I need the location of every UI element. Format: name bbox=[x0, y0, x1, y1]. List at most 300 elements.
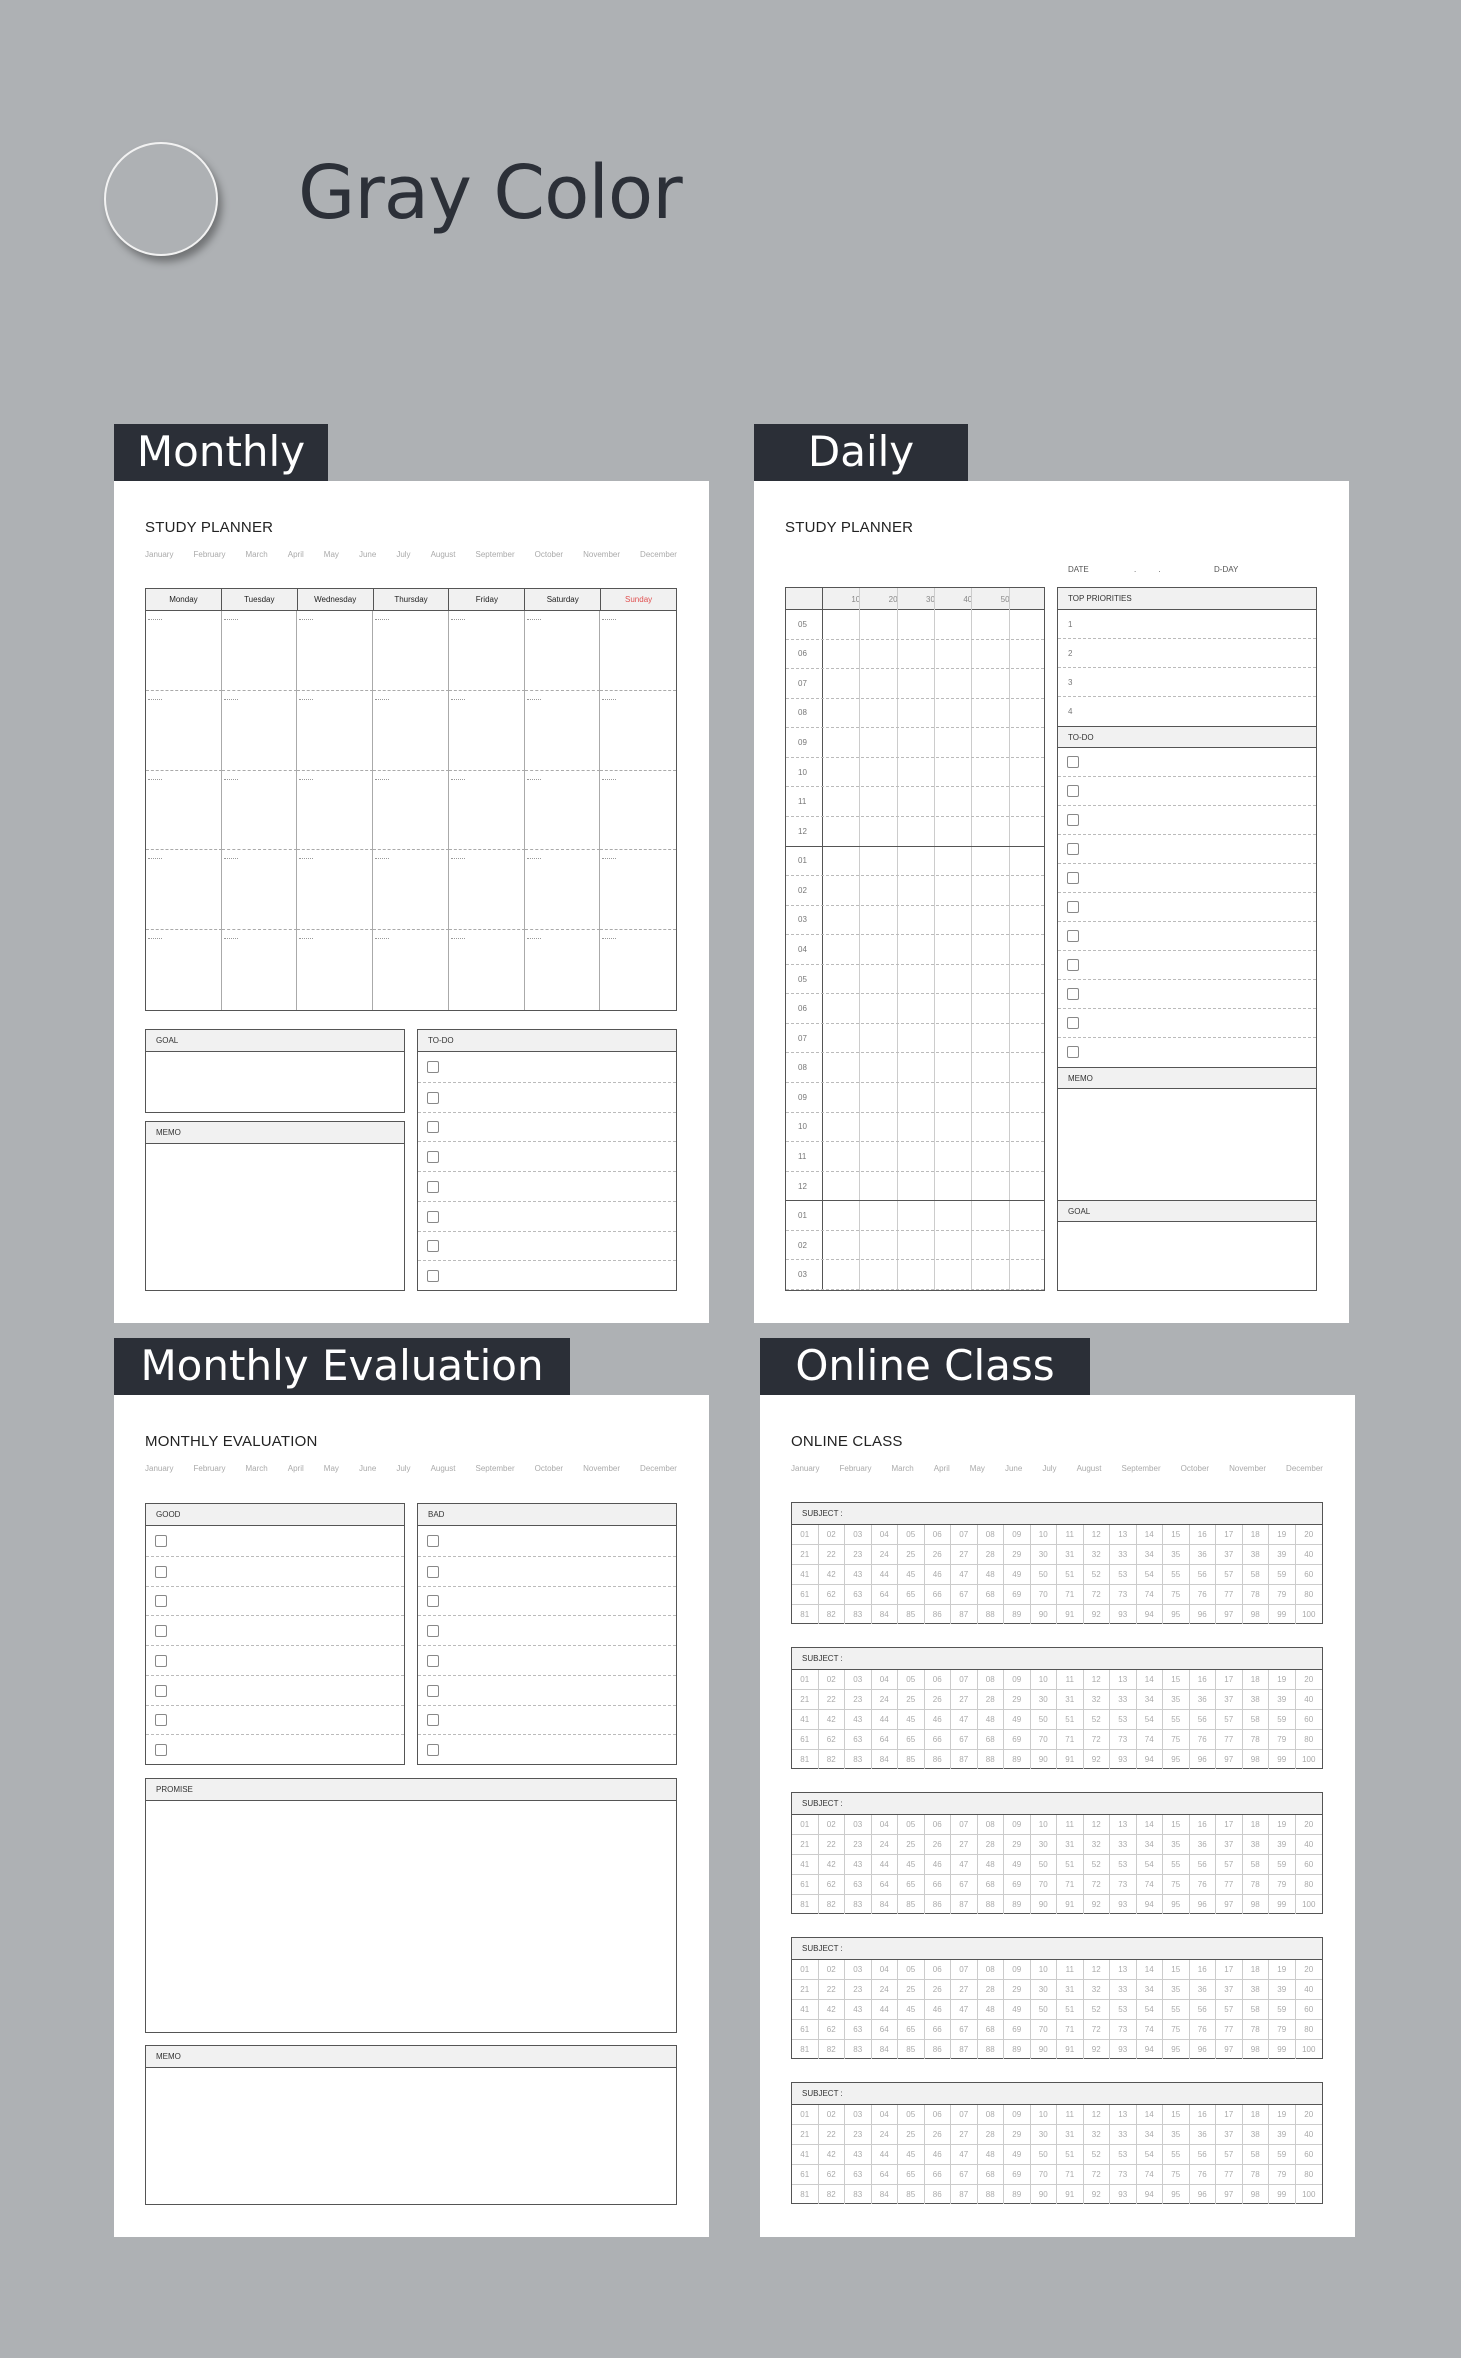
class-number-cell[interactable]: 96 bbox=[1190, 1605, 1217, 1624]
class-number-cell[interactable]: 25 bbox=[898, 1690, 925, 1710]
class-number-cell[interactable]: 47 bbox=[951, 2000, 978, 2020]
class-number-cell[interactable]: 28 bbox=[978, 1835, 1005, 1855]
class-number-cell[interactable]: 68 bbox=[978, 2020, 1005, 2040]
class-number-cell[interactable]: 18 bbox=[1243, 1960, 1270, 1980]
class-number-cell[interactable]: 14 bbox=[1137, 1815, 1164, 1835]
class-number-cell[interactable]: 58 bbox=[1243, 1855, 1270, 1875]
class-number-cell[interactable]: 02 bbox=[819, 1525, 846, 1545]
class-number-cell[interactable]: 52 bbox=[1084, 2145, 1111, 2165]
bad-checkbox[interactable] bbox=[427, 1655, 439, 1667]
class-number-cell[interactable]: 90 bbox=[1031, 1750, 1058, 1769]
class-number-cell[interactable]: 50 bbox=[1031, 1710, 1058, 1730]
class-number-cell[interactable]: 53 bbox=[1110, 2145, 1137, 2165]
class-number-cell[interactable]: 13 bbox=[1110, 1815, 1137, 1835]
class-number-cell[interactable]: 78 bbox=[1243, 2020, 1270, 2040]
class-number-cell[interactable]: 65 bbox=[898, 2020, 925, 2040]
class-number-cell[interactable]: 94 bbox=[1137, 1895, 1164, 1914]
class-number-cell[interactable]: 98 bbox=[1243, 2040, 1270, 2059]
class-number-cell[interactable]: 23 bbox=[845, 1980, 872, 2000]
class-number-cell[interactable]: 06 bbox=[925, 1815, 952, 1835]
class-number-cell[interactable]: 48 bbox=[978, 2145, 1005, 2165]
class-number-cell[interactable]: 38 bbox=[1243, 1545, 1270, 1565]
class-number-cell[interactable]: 05 bbox=[898, 1815, 925, 1835]
class-number-cell[interactable]: 77 bbox=[1216, 1730, 1243, 1750]
class-number-cell[interactable]: 48 bbox=[978, 2000, 1005, 2020]
class-number-cell[interactable]: 90 bbox=[1031, 1605, 1058, 1624]
class-number-cell[interactable]: 32 bbox=[1084, 1545, 1111, 1565]
class-number-cell[interactable]: 71 bbox=[1057, 2165, 1084, 2185]
class-number-cell[interactable]: 88 bbox=[978, 1895, 1005, 1914]
class-number-cell[interactable]: 14 bbox=[1137, 2105, 1164, 2125]
class-number-cell[interactable]: 72 bbox=[1084, 2165, 1111, 2185]
class-number-cell[interactable]: 75 bbox=[1163, 1875, 1190, 1895]
class-number-cell[interactable]: 45 bbox=[898, 1855, 925, 1875]
class-number-cell[interactable]: 67 bbox=[951, 1730, 978, 1750]
class-number-cell[interactable]: 75 bbox=[1163, 1585, 1190, 1605]
bad-checkbox[interactable] bbox=[427, 1535, 439, 1547]
class-number-cell[interactable]: 15 bbox=[1163, 1525, 1190, 1545]
class-number-cell[interactable]: 18 bbox=[1243, 1525, 1270, 1545]
bad-checkbox[interactable] bbox=[427, 1744, 439, 1756]
class-number-cell[interactable]: 21 bbox=[792, 2125, 819, 2145]
class-number-cell[interactable]: 56 bbox=[1190, 1565, 1217, 1585]
class-number-cell[interactable]: 97 bbox=[1216, 1750, 1243, 1769]
class-number-cell[interactable]: 61 bbox=[792, 1730, 819, 1750]
class-number-cell[interactable]: 64 bbox=[872, 2020, 899, 2040]
class-number-cell[interactable]: 43 bbox=[845, 1855, 872, 1875]
class-number-cell[interactable]: 63 bbox=[845, 1585, 872, 1605]
class-number-cell[interactable]: 07 bbox=[951, 1815, 978, 1835]
class-number-cell[interactable]: 54 bbox=[1137, 1710, 1164, 1730]
class-number-cell[interactable]: 05 bbox=[898, 1960, 925, 1980]
class-number-cell[interactable]: 02 bbox=[819, 2105, 846, 2125]
class-number-cell[interactable]: 85 bbox=[898, 2040, 925, 2059]
class-number-cell[interactable]: 10 bbox=[1031, 1525, 1058, 1545]
class-number-cell[interactable]: 11 bbox=[1057, 1960, 1084, 1980]
class-number-cell[interactable]: 32 bbox=[1084, 1835, 1111, 1855]
class-number-cell[interactable]: 51 bbox=[1057, 1565, 1084, 1585]
class-number-cell[interactable]: 42 bbox=[819, 2000, 846, 2020]
class-number-cell[interactable]: 09 bbox=[1004, 1670, 1031, 1690]
class-number-cell[interactable]: 97 bbox=[1216, 2040, 1243, 2059]
class-number-cell[interactable]: 68 bbox=[978, 1585, 1005, 1605]
class-number-cell[interactable]: 69 bbox=[1004, 1875, 1031, 1895]
class-number-cell[interactable]: 55 bbox=[1163, 1565, 1190, 1585]
class-number-cell[interactable]: 68 bbox=[978, 1730, 1005, 1750]
class-number-cell[interactable]: 16 bbox=[1190, 2105, 1217, 2125]
class-number-cell[interactable]: 31 bbox=[1057, 1835, 1084, 1855]
class-number-cell[interactable]: 06 bbox=[925, 1960, 952, 1980]
class-number-cell[interactable]: 34 bbox=[1137, 1980, 1164, 2000]
class-number-cell[interactable]: 62 bbox=[819, 1585, 846, 1605]
class-number-cell[interactable]: 77 bbox=[1216, 2020, 1243, 2040]
class-number-cell[interactable]: 61 bbox=[792, 2165, 819, 2185]
class-number-cell[interactable]: 93 bbox=[1110, 1750, 1137, 1769]
class-number-cell[interactable]: 11 bbox=[1057, 1525, 1084, 1545]
class-number-cell[interactable]: 18 bbox=[1243, 2105, 1270, 2125]
class-number-cell[interactable]: 13 bbox=[1110, 1525, 1137, 1545]
class-number-cell[interactable]: 09 bbox=[1004, 1525, 1031, 1545]
class-number-cell[interactable]: 53 bbox=[1110, 2000, 1137, 2020]
class-number-cell[interactable]: 77 bbox=[1216, 1875, 1243, 1895]
class-number-cell[interactable]: 64 bbox=[872, 1585, 899, 1605]
class-number-cell[interactable]: 22 bbox=[819, 1545, 846, 1565]
class-number-cell[interactable]: 86 bbox=[925, 2040, 952, 2059]
class-number-cell[interactable]: 63 bbox=[845, 1730, 872, 1750]
class-number-cell[interactable]: 35 bbox=[1163, 1835, 1190, 1855]
class-number-cell[interactable]: 79 bbox=[1269, 2165, 1296, 2185]
class-number-cell[interactable]: 75 bbox=[1163, 2165, 1190, 2185]
class-number-cell[interactable]: 39 bbox=[1269, 1545, 1296, 1565]
class-number-cell[interactable]: 41 bbox=[792, 2145, 819, 2165]
bad-checkbox[interactable] bbox=[427, 1595, 439, 1607]
class-number-cell[interactable]: 66 bbox=[925, 1585, 952, 1605]
class-number-cell[interactable]: 32 bbox=[1084, 1690, 1111, 1710]
class-number-cell[interactable]: 43 bbox=[845, 2000, 872, 2020]
class-number-cell[interactable]: 69 bbox=[1004, 1730, 1031, 1750]
class-number-cell[interactable]: 04 bbox=[872, 1670, 899, 1690]
class-number-cell[interactable]: 36 bbox=[1190, 1980, 1217, 2000]
class-number-cell[interactable]: 37 bbox=[1216, 2125, 1243, 2145]
class-number-cell[interactable]: 86 bbox=[925, 1605, 952, 1624]
class-number-cell[interactable]: 12 bbox=[1084, 1815, 1111, 1835]
class-number-cell[interactable]: 42 bbox=[819, 1855, 846, 1875]
class-number-cell[interactable]: 83 bbox=[845, 1895, 872, 1914]
class-number-cell[interactable]: 64 bbox=[872, 2165, 899, 2185]
class-number-cell[interactable]: 17 bbox=[1216, 1960, 1243, 1980]
good-checkbox[interactable] bbox=[155, 1655, 167, 1667]
class-number-cell[interactable]: 52 bbox=[1084, 1565, 1111, 1585]
class-number-cell[interactable]: 23 bbox=[845, 1835, 872, 1855]
class-number-cell[interactable]: 36 bbox=[1190, 2125, 1217, 2145]
class-number-cell[interactable]: 38 bbox=[1243, 1835, 1270, 1855]
class-number-cell[interactable]: 34 bbox=[1137, 1545, 1164, 1565]
class-number-cell[interactable]: 73 bbox=[1110, 1875, 1137, 1895]
class-number-cell[interactable]: 26 bbox=[925, 2125, 952, 2145]
class-number-cell[interactable]: 94 bbox=[1137, 1605, 1164, 1624]
class-number-cell[interactable]: 72 bbox=[1084, 1875, 1111, 1895]
class-number-cell[interactable]: 59 bbox=[1269, 2145, 1296, 2165]
class-number-cell[interactable]: 06 bbox=[925, 1670, 952, 1690]
class-number-cell[interactable]: 35 bbox=[1163, 1980, 1190, 2000]
class-number-cell[interactable]: 50 bbox=[1031, 2145, 1058, 2165]
class-number-cell[interactable]: 67 bbox=[951, 1875, 978, 1895]
class-number-cell[interactable]: 80 bbox=[1296, 1730, 1323, 1750]
class-number-cell[interactable]: 79 bbox=[1269, 1730, 1296, 1750]
class-number-cell[interactable]: 55 bbox=[1163, 1855, 1190, 1875]
class-number-cell[interactable]: 35 bbox=[1163, 2125, 1190, 2145]
class-number-cell[interactable]: 84 bbox=[872, 1750, 899, 1769]
class-number-cell[interactable]: 83 bbox=[845, 1605, 872, 1624]
class-number-cell[interactable]: 98 bbox=[1243, 2185, 1270, 2204]
class-number-cell[interactable]: 24 bbox=[872, 1835, 899, 1855]
class-number-cell[interactable]: 07 bbox=[951, 2105, 978, 2125]
class-number-cell[interactable]: 56 bbox=[1190, 1855, 1217, 1875]
class-number-cell[interactable]: 89 bbox=[1004, 2185, 1031, 2204]
class-number-cell[interactable]: 22 bbox=[819, 1835, 846, 1855]
class-number-cell[interactable]: 12 bbox=[1084, 2105, 1111, 2125]
class-number-cell[interactable]: 01 bbox=[792, 2105, 819, 2125]
class-number-cell[interactable]: 95 bbox=[1163, 1750, 1190, 1769]
class-number-cell[interactable]: 29 bbox=[1004, 1690, 1031, 1710]
class-number-cell[interactable]: 82 bbox=[819, 1605, 846, 1624]
class-number-cell[interactable]: 100 bbox=[1302, 1900, 1316, 1909]
class-number-cell[interactable]: 68 bbox=[978, 1875, 1005, 1895]
class-number-cell[interactable]: 26 bbox=[925, 1545, 952, 1565]
class-number-cell[interactable]: 97 bbox=[1216, 1895, 1243, 1914]
class-number-cell[interactable]: 36 bbox=[1190, 1835, 1217, 1855]
class-number-cell[interactable]: 36 bbox=[1190, 1690, 1217, 1710]
class-number-cell[interactable]: 24 bbox=[872, 2125, 899, 2145]
class-number-cell[interactable]: 07 bbox=[951, 1960, 978, 1980]
class-number-cell[interactable]: 65 bbox=[898, 1730, 925, 1750]
class-number-cell[interactable]: 41 bbox=[792, 1710, 819, 1730]
class-number-cell[interactable]: 34 bbox=[1137, 1690, 1164, 1710]
class-number-cell[interactable]: 80 bbox=[1296, 2165, 1323, 2185]
class-number-cell[interactable]: 27 bbox=[951, 2125, 978, 2145]
class-number-cell[interactable]: 76 bbox=[1190, 1585, 1217, 1605]
class-number-cell[interactable]: 17 bbox=[1216, 2105, 1243, 2125]
good-checkbox[interactable] bbox=[155, 1625, 167, 1637]
class-number-cell[interactable]: 41 bbox=[792, 2000, 819, 2020]
class-number-cell[interactable]: 01 bbox=[792, 1670, 819, 1690]
class-number-cell[interactable]: 76 bbox=[1190, 1875, 1217, 1895]
bad-checkbox[interactable] bbox=[427, 1625, 439, 1637]
class-number-cell[interactable]: 96 bbox=[1190, 1750, 1217, 1769]
todo-checkbox[interactable] bbox=[427, 1151, 439, 1163]
class-number-cell[interactable]: 70 bbox=[1031, 2020, 1058, 2040]
class-number-cell[interactable]: 02 bbox=[819, 1670, 846, 1690]
class-number-cell[interactable]: 13 bbox=[1110, 2105, 1137, 2125]
class-number-cell[interactable]: 92 bbox=[1084, 1605, 1111, 1624]
class-number-cell[interactable]: 40 bbox=[1296, 1835, 1323, 1855]
class-number-cell[interactable]: 25 bbox=[898, 1545, 925, 1565]
class-number-cell[interactable]: 14 bbox=[1137, 1960, 1164, 1980]
class-number-cell[interactable]: 36 bbox=[1190, 1545, 1217, 1565]
class-number-cell[interactable]: 95 bbox=[1163, 1605, 1190, 1624]
class-number-cell[interactable]: 85 bbox=[898, 2185, 925, 2204]
class-number-cell[interactable]: 57 bbox=[1216, 2000, 1243, 2020]
class-number-cell[interactable]: 79 bbox=[1269, 1875, 1296, 1895]
class-number-cell[interactable]: 33 bbox=[1110, 2125, 1137, 2145]
class-number-cell[interactable]: 43 bbox=[845, 2145, 872, 2165]
class-number-cell[interactable]: 08 bbox=[978, 1815, 1005, 1835]
class-number-cell[interactable]: 73 bbox=[1110, 1585, 1137, 1605]
class-number-cell[interactable]: 96 bbox=[1190, 1895, 1217, 1914]
class-number-cell[interactable]: 60 bbox=[1296, 2000, 1323, 2020]
class-number-cell[interactable]: 95 bbox=[1163, 2040, 1190, 2059]
class-number-cell[interactable]: 99 bbox=[1269, 2040, 1296, 2059]
class-number-cell[interactable]: 90 bbox=[1031, 1895, 1058, 1914]
class-number-cell[interactable]: 96 bbox=[1190, 2040, 1217, 2059]
bad-checkbox[interactable] bbox=[427, 1714, 439, 1726]
class-number-cell[interactable]: 40 bbox=[1296, 2125, 1323, 2145]
class-number-cell[interactable]: 47 bbox=[951, 1565, 978, 1585]
class-number-cell[interactable]: 20 bbox=[1296, 1670, 1323, 1690]
class-number-cell[interactable]: 91 bbox=[1057, 1605, 1084, 1624]
class-number-cell[interactable]: 65 bbox=[898, 2165, 925, 2185]
class-number-cell[interactable]: 84 bbox=[872, 2185, 899, 2204]
class-number-cell[interactable]: 21 bbox=[792, 1545, 819, 1565]
class-number-cell[interactable]: 41 bbox=[792, 1855, 819, 1875]
class-number-cell[interactable]: 83 bbox=[845, 2040, 872, 2059]
class-number-cell[interactable]: 67 bbox=[951, 2020, 978, 2040]
class-number-cell[interactable]: 87 bbox=[951, 1895, 978, 1914]
class-number-cell[interactable]: 66 bbox=[925, 1875, 952, 1895]
class-number-cell[interactable]: 25 bbox=[898, 1980, 925, 2000]
class-number-cell[interactable]: 70 bbox=[1031, 1585, 1058, 1605]
class-number-cell[interactable]: 59 bbox=[1269, 2000, 1296, 2020]
class-number-cell[interactable]: 48 bbox=[978, 1710, 1005, 1730]
class-number-cell[interactable]: 89 bbox=[1004, 1605, 1031, 1624]
class-number-cell[interactable]: 29 bbox=[1004, 1835, 1031, 1855]
class-number-cell[interactable]: 96 bbox=[1190, 2185, 1217, 2204]
class-number-cell[interactable]: 44 bbox=[872, 1565, 899, 1585]
class-number-cell[interactable]: 29 bbox=[1004, 1980, 1031, 2000]
class-number-cell[interactable]: 79 bbox=[1269, 1585, 1296, 1605]
class-number-cell[interactable]: 49 bbox=[1004, 1855, 1031, 1875]
class-number-cell[interactable]: 46 bbox=[925, 2000, 952, 2020]
class-number-cell[interactable]: 63 bbox=[845, 2020, 872, 2040]
good-checkbox[interactable] bbox=[155, 1535, 167, 1547]
class-number-cell[interactable]: 44 bbox=[872, 1710, 899, 1730]
class-number-cell[interactable]: 08 bbox=[978, 1670, 1005, 1690]
class-number-cell[interactable]: 15 bbox=[1163, 1670, 1190, 1690]
class-number-cell[interactable]: 23 bbox=[845, 1690, 872, 1710]
class-number-cell[interactable]: 74 bbox=[1137, 1585, 1164, 1605]
class-number-cell[interactable]: 72 bbox=[1084, 1585, 1111, 1605]
class-number-cell[interactable]: 61 bbox=[792, 1585, 819, 1605]
class-number-cell[interactable]: 17 bbox=[1216, 1815, 1243, 1835]
class-number-cell[interactable]: 93 bbox=[1110, 2040, 1137, 2059]
class-number-cell[interactable]: 40 bbox=[1296, 1545, 1323, 1565]
class-number-cell[interactable]: 38 bbox=[1243, 2125, 1270, 2145]
class-number-cell[interactable]: 89 bbox=[1004, 1895, 1031, 1914]
class-number-cell[interactable]: 97 bbox=[1216, 1605, 1243, 1624]
class-number-cell[interactable]: 52 bbox=[1084, 1855, 1111, 1875]
class-number-cell[interactable]: 70 bbox=[1031, 1875, 1058, 1895]
class-number-cell[interactable]: 89 bbox=[1004, 2040, 1031, 2059]
class-number-cell[interactable]: 15 bbox=[1163, 1960, 1190, 1980]
class-number-cell[interactable]: 24 bbox=[872, 1980, 899, 2000]
class-number-cell[interactable]: 26 bbox=[925, 1980, 952, 2000]
class-number-cell[interactable]: 70 bbox=[1031, 2165, 1058, 2185]
class-number-cell[interactable]: 85 bbox=[898, 1895, 925, 1914]
class-number-cell[interactable]: 27 bbox=[951, 1835, 978, 1855]
class-number-cell[interactable]: 100 bbox=[1302, 1610, 1316, 1619]
class-number-cell[interactable]: 64 bbox=[872, 1875, 899, 1895]
class-number-cell[interactable]: 23 bbox=[845, 2125, 872, 2145]
class-number-cell[interactable]: 67 bbox=[951, 2165, 978, 2185]
class-number-cell[interactable]: 07 bbox=[951, 1670, 978, 1690]
class-number-cell[interactable]: 85 bbox=[898, 1605, 925, 1624]
class-number-cell[interactable]: 81 bbox=[792, 1605, 819, 1624]
class-number-cell[interactable]: 54 bbox=[1137, 2145, 1164, 2165]
class-number-cell[interactable]: 01 bbox=[792, 1525, 819, 1545]
class-number-cell[interactable]: 88 bbox=[978, 1605, 1005, 1624]
class-number-cell[interactable]: 79 bbox=[1269, 2020, 1296, 2040]
class-number-cell[interactable]: 74 bbox=[1137, 2165, 1164, 2185]
class-number-cell[interactable]: 27 bbox=[951, 1545, 978, 1565]
class-number-cell[interactable]: 71 bbox=[1057, 1875, 1084, 1895]
class-number-cell[interactable]: 13 bbox=[1110, 1960, 1137, 1980]
class-number-cell[interactable]: 76 bbox=[1190, 1730, 1217, 1750]
class-number-cell[interactable]: 02 bbox=[819, 1815, 846, 1835]
class-number-cell[interactable]: 20 bbox=[1296, 1960, 1323, 1980]
class-number-cell[interactable]: 32 bbox=[1084, 1980, 1111, 2000]
todo-checkbox[interactable] bbox=[427, 1240, 439, 1252]
class-number-cell[interactable]: 100 bbox=[1302, 2190, 1316, 2199]
class-number-cell[interactable]: 04 bbox=[872, 2105, 899, 2125]
class-number-cell[interactable]: 60 bbox=[1296, 1710, 1323, 1730]
class-number-cell[interactable]: 13 bbox=[1110, 1670, 1137, 1690]
class-number-cell[interactable]: 10 bbox=[1031, 1670, 1058, 1690]
class-number-cell[interactable]: 82 bbox=[819, 1750, 846, 1769]
class-number-cell[interactable]: 62 bbox=[819, 2165, 846, 2185]
class-number-cell[interactable]: 44 bbox=[872, 2145, 899, 2165]
class-number-cell[interactable]: 94 bbox=[1137, 2040, 1164, 2059]
class-number-cell[interactable]: 98 bbox=[1243, 1605, 1270, 1624]
class-number-cell[interactable]: 80 bbox=[1296, 1875, 1323, 1895]
class-number-cell[interactable]: 50 bbox=[1031, 1855, 1058, 1875]
class-number-cell[interactable]: 35 bbox=[1163, 1690, 1190, 1710]
class-number-cell[interactable]: 45 bbox=[898, 2145, 925, 2165]
class-number-cell[interactable]: 61 bbox=[792, 2020, 819, 2040]
class-number-cell[interactable]: 44 bbox=[872, 2000, 899, 2020]
class-number-cell[interactable]: 61 bbox=[792, 1875, 819, 1895]
class-number-cell[interactable]: 05 bbox=[898, 1670, 925, 1690]
class-number-cell[interactable]: 09 bbox=[1004, 1960, 1031, 1980]
class-number-cell[interactable]: 34 bbox=[1137, 2125, 1164, 2145]
class-number-cell[interactable]: 21 bbox=[792, 1690, 819, 1710]
class-number-cell[interactable]: 58 bbox=[1243, 2000, 1270, 2020]
class-number-cell[interactable]: 82 bbox=[819, 1895, 846, 1914]
class-number-cell[interactable]: 21 bbox=[792, 1835, 819, 1855]
class-number-cell[interactable]: 98 bbox=[1243, 1750, 1270, 1769]
class-number-cell[interactable]: 69 bbox=[1004, 1585, 1031, 1605]
class-number-cell[interactable]: 11 bbox=[1057, 2105, 1084, 2125]
class-number-cell[interactable]: 73 bbox=[1110, 2165, 1137, 2185]
class-number-cell[interactable]: 01 bbox=[792, 1960, 819, 1980]
todo-checkbox[interactable] bbox=[427, 1061, 439, 1073]
class-number-cell[interactable]: 16 bbox=[1190, 1960, 1217, 1980]
class-number-cell[interactable]: 94 bbox=[1137, 2185, 1164, 2204]
class-number-cell[interactable]: 05 bbox=[898, 2105, 925, 2125]
class-number-cell[interactable]: 72 bbox=[1084, 1730, 1111, 1750]
class-number-cell[interactable]: 77 bbox=[1216, 2165, 1243, 2185]
class-number-cell[interactable]: 82 bbox=[819, 2185, 846, 2204]
class-number-cell[interactable]: 11 bbox=[1057, 1670, 1084, 1690]
class-number-cell[interactable]: 51 bbox=[1057, 2145, 1084, 2165]
class-number-cell[interactable]: 09 bbox=[1004, 1815, 1031, 1835]
class-number-cell[interactable]: 31 bbox=[1057, 2125, 1084, 2145]
class-number-cell[interactable]: 47 bbox=[951, 2145, 978, 2165]
class-number-cell[interactable]: 88 bbox=[978, 2185, 1005, 2204]
class-number-cell[interactable]: 10 bbox=[1031, 1960, 1058, 1980]
todo-checkbox[interactable] bbox=[427, 1211, 439, 1223]
good-checkbox[interactable] bbox=[155, 1566, 167, 1578]
class-number-cell[interactable]: 49 bbox=[1004, 2000, 1031, 2020]
class-number-cell[interactable]: 30 bbox=[1031, 2125, 1058, 2145]
class-number-cell[interactable]: 28 bbox=[978, 1545, 1005, 1565]
class-number-cell[interactable]: 64 bbox=[872, 1730, 899, 1750]
class-number-cell[interactable]: 57 bbox=[1216, 1710, 1243, 1730]
class-number-cell[interactable]: 62 bbox=[819, 1875, 846, 1895]
daily-todo-checkbox[interactable] bbox=[1067, 843, 1079, 855]
class-number-cell[interactable]: 46 bbox=[925, 1855, 952, 1875]
class-number-cell[interactable]: 62 bbox=[819, 2020, 846, 2040]
class-number-cell[interactable]: 39 bbox=[1269, 1835, 1296, 1855]
